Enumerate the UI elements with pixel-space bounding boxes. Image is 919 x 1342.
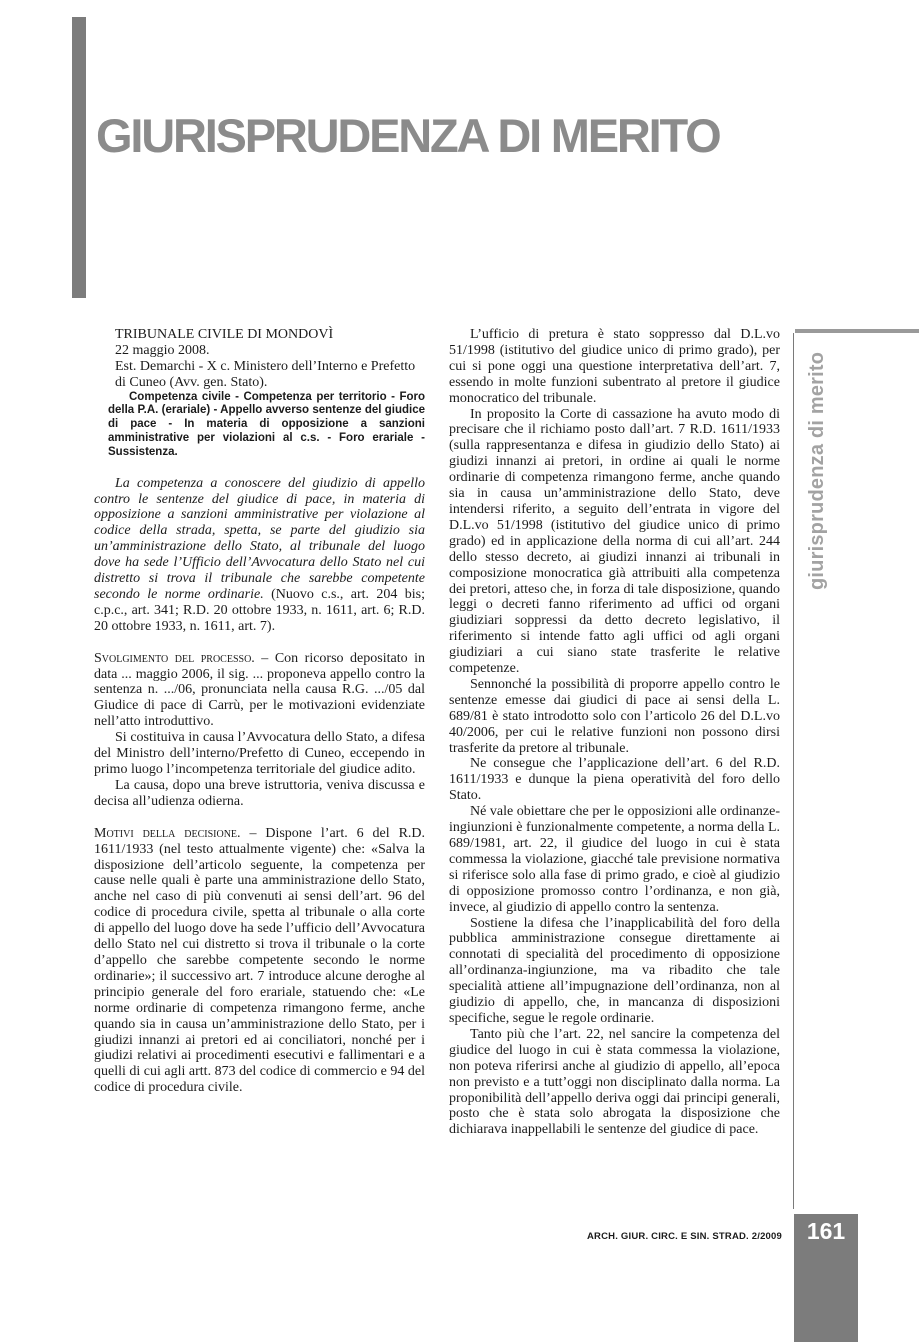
journal-footer: ARCH. GIUR. CIRC. E SIN. STRAD. 2/2009 <box>587 1231 782 1242</box>
svolgimento-paragraph-2: Si costituiva in causa l’Avvocatura dello Stato, a difesa del Ministro dell’interno/Prefetto di Cuneo, eccependo in primo luogo l’incompetenza territoriale del giudice adito. <box>94 730 425 778</box>
right-header-rule <box>795 329 919 333</box>
right-paragraph-1: L’ufficio di pretura è stato soppresso dal D.L.vo 51/1998 (istitutivo del giudice unico di primo grado), per cui si pone oggi una questione interpretativa dell’art. 7, essendo in molte funzioni subentrato al pretore il giudice monocratico del tribunale. <box>449 327 780 406</box>
motivi-heading: Motivi della decisione. <box>94 825 241 841</box>
left-column <box>94 327 425 1096</box>
page-number: 161 <box>806 1218 846 1244</box>
right-paragraph-6: Sostiene la difesa che l’inapplicabilità del foro della pubblica amministrazione consegue direttamente ai connotati di specialità del procedimento di opposizione all’ordinanza-ingiunzione, ma va ribadito che tale specialità attiene all’impugnazione dell’ordinanza, non al giudizio di appello, che, in mancanza di disposizioni specifiche, segue le regole ordinarie. <box>449 915 780 1026</box>
left-accent-bar <box>72 17 86 298</box>
right-paragraph-2: In proposito la Corte di cassazione ha avuto modo di precisare che il richiamo posto dall’art. 7 R.D. 1611/1933 (sulla rappresentanza e difesa in giudizio dello Stato) ai giudizi innanzi ai pretori, in ordine ai quali le norme ordinarie di competenza rimangono ferme, anche quando sia in causa un’amministrazione dello Stato, deve intendersi riferito, a seguito dell’entrata in vigore del D.L.vo 51/1998 (istitutivo del giudice unico di primo grado) ed in applicazione della norma di cui all’art. 244 dello stesso decreto, ai giudizi innanzi ai tribunali in composizione monocratica già attribuiti alla competenza dei pretori, atteso che, in forza di tale disposizione, quando leggi o decreti fanno riferimento ad uffici od organi giudiziari soppressi da detto decreto legislativo, il riferimento si intende fatto agli uffici od agli organi giudiziari a cui siano state trasferite le relative competenze. <box>449 406 780 677</box>
decision-date: 22 maggio 2008. <box>115 342 210 358</box>
right-paragraph-3: Sennonché la possibilità di proporre appello contro le sentenze emesse dai giudici di pace ai sensi della L. 689/81 è stato introdotto solo con l’articolo 26 del D.L.vo 40/2006, per cui le relative funzioni non possono dirsi trasferite da pretore al tribunale. <box>449 676 780 756</box>
section-title: GIURISPRUDENZA DI MERITO <box>96 109 720 162</box>
page-number-box <box>794 1214 858 1342</box>
svolgimento-paragraph-3: La causa, dopo una breve istruttoria, veniva discussa e decisa all’udienza odierna. <box>94 777 425 809</box>
svolgimento-heading: Svolgimento del processo. <box>94 650 255 666</box>
parties-line-1: Est. Demarchi - X c. Ministero dell’Interno e Prefetto <box>115 358 416 374</box>
motivi-text-1: – Dispone l’art. 6 del R.D. 1611/1933 (nel testo attualmente vigente) che: «Salva la disposizione dell’articolo seguente, la competenza per cause nelle quali è parte una amministrazione dello Stato, anche nel caso di più convenuti ai sensi dell’art. 96 del codice di procedura civile, spetta al tribunale o alla corte di appello del luogo dove ha sede l’ufficio dell’Avvocatura dello Stato nel cui distretto si trova il tribunale o la corte d’appello che sarebbe competente secondo le norme ordinarie»; il successivo art. 7 introduce alcune deroghe al principio generale del foro erariale, statuendo che: «Le norme ordinarie di competenza rimangono ferme, anche quando sia in causa un’amministrazione dello Stato, per i giudizi innanzi ai pretori ed ai conciliatori, nonché per i giudizi relativi ai procedimenti esecutivi e fallimentari e a quelli di cui agli artt. 873 del codice di commercio e 94 del codice di procedura civile. <box>94 825 426 1096</box>
court-name: TRIBUNALE CIVILE DI MONDOVÌ <box>115 327 334 342</box>
running-section-label: giurisprudenza di merito <box>806 351 828 590</box>
maxim-references: (Nuovo c.s., art. 204 bis; c.p.c., art. 341; R.D. 20 ottobre 1933, n. 1611, art. 6; R.D. 20 ottobre 1933, n. 1611, art. 7). <box>94 586 425 634</box>
right-paragraph-5: Né vale obiettare che per le opposizioni alle ordinanze-ingiunzioni è funzionalmente competente, a norma della L. 689/1981, art. 22, il giudice del luogo in cui è stata commessa la violazione, giacché tale previsione normativa si riferisce solo alla fase di primo grado, e cioè al giudizio di opposizione promosso contro l’ordinanza, e non già, invece, al giudizio di appello contro la sentenza. <box>449 804 780 915</box>
subject-keywords: Competenza civile - Competenza per territorio - Foro della P.A. (erariale) - Appello avverso sentenze del giudice di pace - In materia di opposizione a sanzioni amministrative per violazioni al c.s. - Foro erariale - Sussistenza. <box>108 390 425 458</box>
maxim-paragraph <box>94 476 425 635</box>
motivi-paragraph-1 <box>94 826 425 1096</box>
parties-line-2: di Cuneo (Avv. gen. Stato). <box>115 374 268 390</box>
svolgimento-paragraph-1 <box>94 651 425 731</box>
right-column <box>449 327 780 1138</box>
right-paragraph-4: Ne consegue che l’applicazione dell’art. 6 del R.D. 1611/1933 e dunque la piena operatività del foro dello Stato. <box>449 756 780 804</box>
maxim-text: La competenza a conoscere del giudizio di appello contro le sentenze del giudice di pace, in materia di opposizione a sanzioni amministrative per violazione al codice della strada, spetta, se parte del giudizio sia un’amministrazione dello Stato, al tribunale del luogo dove ha sede l’Ufficio dell’Avvocatura dello Stato nel cui distretto si trova il tribunale che sarebbe competente secondo le norme ordinarie. <box>94 475 425 602</box>
svolgimento-text-1: – Con ricorso depositato in data ... maggio 2006, il sig. ... proponeva appello contro la sentenza n. .../06, pronunciata nella causa R.G. .../05 dal Giudice di pace di Carrù, per le motivazioni evidenziate nell’atto introduttivo. <box>94 650 425 730</box>
right-paragraph-7: Tanto più che l’art. 22, nel sancire la competenza del giudice del luogo in cui è stata commessa la violazione, non poteva riferirsi anche al giudizio di appello, all’epoca non previsto e a tutt’oggi non disciplinato dalla norma. La proponibilità dell’appello deriva oggi dai principi generali, posto che è stata solo abrogata la disposizione che dichiarava inappellabili le sentenze del giudice di pace. <box>449 1026 780 1138</box>
margin-divider-line <box>793 333 794 1209</box>
